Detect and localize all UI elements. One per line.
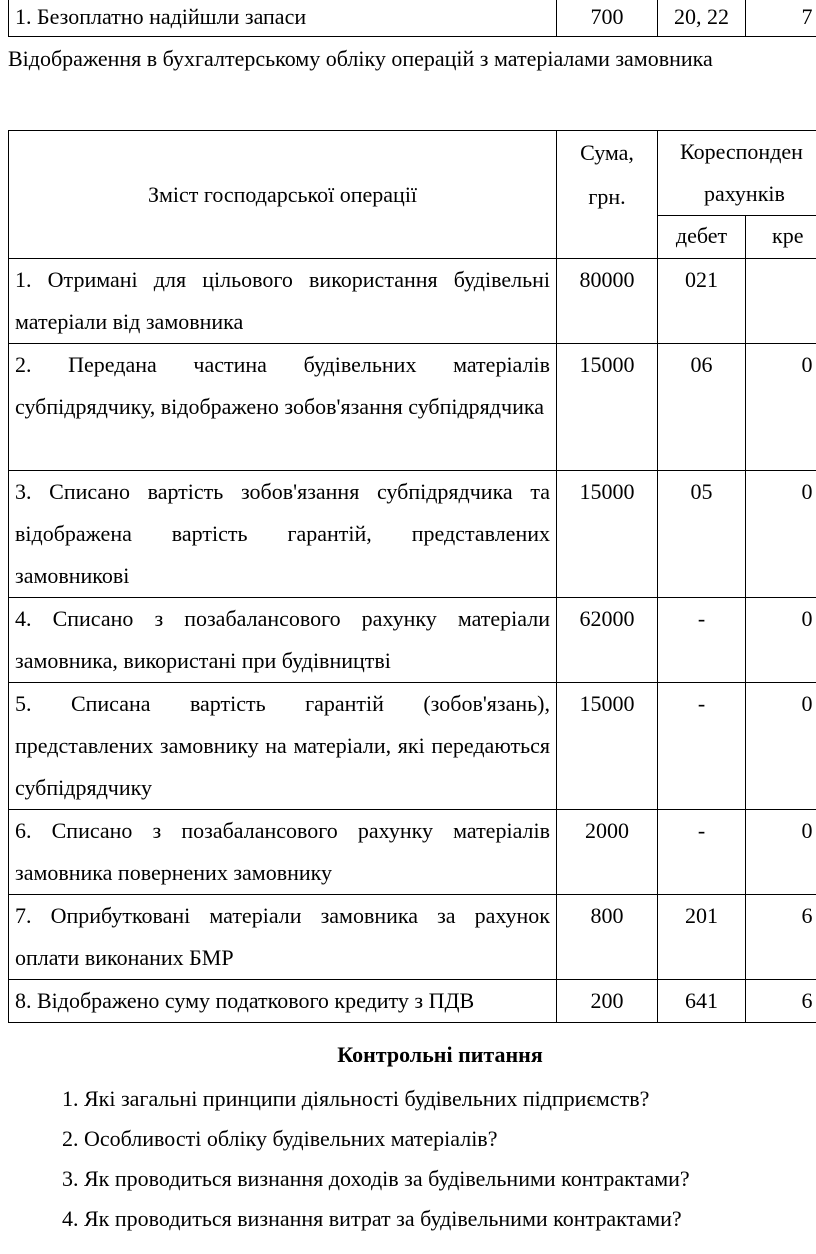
top-table-fragment	[8, 0, 816, 37]
table-row	[9, 344, 816, 471]
operation-description: 8. Відображено суму податкового кредиту з ПДВ	[9, 980, 557, 1023]
header-correspondence-line1: Кореспонден	[680, 139, 803, 164]
operation-credit: 6	[746, 980, 816, 1023]
header-sum	[557, 131, 658, 259]
operation-description: 4. Списано з позабалансового рахунку матеріали замовника, використані при будівництві	[9, 598, 557, 683]
operation-debit: -	[658, 598, 746, 683]
operation-sum: 700	[557, 0, 658, 37]
section-caption: Відображення в бухгалтерському обліку операцій з матеріалами замовника	[8, 46, 713, 71]
table-row	[9, 0, 816, 37]
header-sum-line1: Сума,	[580, 140, 634, 165]
operation-credit: 0	[746, 810, 816, 895]
questions-list	[62, 1079, 690, 1239]
operation-debit: 06	[658, 344, 746, 471]
operation-description: 3. Списано вартість зобов'язання субпідрядчика та відображена вартість гарантій, представлених замовникові	[9, 471, 557, 598]
operation-credit: 0	[746, 344, 816, 471]
header-sum-line2: грн.	[588, 184, 626, 209]
operation-sum: 15000	[557, 344, 658, 471]
table-row	[9, 471, 816, 598]
operation-debit: 20, 22	[658, 0, 746, 37]
header-credit: кре	[746, 216, 816, 259]
table-header-row	[9, 131, 816, 216]
operation-credit: 0	[746, 471, 816, 598]
list-item: 3. Як проводиться визнання доходів за будівельними контрактами?	[62, 1166, 690, 1191]
table-row	[9, 259, 816, 344]
table-row	[9, 895, 816, 980]
operation-credit: 0	[746, 683, 816, 810]
header-description: Зміст господарської операції	[9, 131, 557, 259]
operation-debit: 021	[658, 259, 746, 344]
operation-credit: 6	[746, 895, 816, 980]
operation-sum: 15000	[557, 683, 658, 810]
operation-sum: 62000	[557, 598, 658, 683]
operation-credit: 7	[746, 0, 816, 37]
operation-debit: 201	[658, 895, 746, 980]
table-row	[9, 980, 816, 1023]
operation-description: 6. Списано з позабалансового рахунку матеріалів замовника повернених замовнику	[9, 810, 557, 895]
operation-debit: 641	[658, 980, 746, 1023]
operation-credit: 0	[746, 598, 816, 683]
operation-sum: 80000	[557, 259, 658, 344]
operation-debit: -	[658, 683, 746, 810]
operation-sum: 15000	[557, 471, 658, 598]
operation-credit	[746, 259, 816, 344]
table-row	[9, 683, 816, 810]
section-heading: Контрольні питання	[337, 1042, 543, 1067]
operation-description: 7. Оприбутковані матеріали замовника за рахунок оплати виконаних БМР	[9, 895, 557, 980]
list-item: 1. Які загальні принципи діяльності будівельних підприємств?	[62, 1086, 650, 1111]
header-correspondence	[658, 131, 816, 216]
operation-description: 2. Передана частина будівельних матеріалів субпідрядчику, відображено зобов'язання субпідрядчика	[9, 344, 557, 471]
operation-debit: 05	[658, 471, 746, 598]
table-row	[9, 810, 816, 895]
list-item: 4. Як проводиться визнання витрат за будівельними контрактами?	[62, 1206, 682, 1231]
header-debit: дебет	[658, 216, 746, 259]
operation-description: 1. Безоплатно надійшли запаси	[9, 0, 557, 37]
list-item: 2. Особливості обліку будівельних матеріалів?	[62, 1126, 498, 1151]
operation-description: 1. Отримані для цільового використання будівельні матеріали від замовника	[9, 259, 557, 344]
operations-table	[8, 130, 816, 1023]
header-correspondence-line2: рахунків	[704, 181, 785, 206]
table-row	[9, 598, 816, 683]
operation-sum: 800	[557, 895, 658, 980]
operation-debit: -	[658, 810, 746, 895]
operation-sum: 200	[557, 980, 658, 1023]
operation-sum: 2000	[557, 810, 658, 895]
operation-description: 5. Списана вартість гарантій (зобов'язань), представлених замовнику на матеріали, які передаються субпідрядчику	[9, 683, 557, 810]
